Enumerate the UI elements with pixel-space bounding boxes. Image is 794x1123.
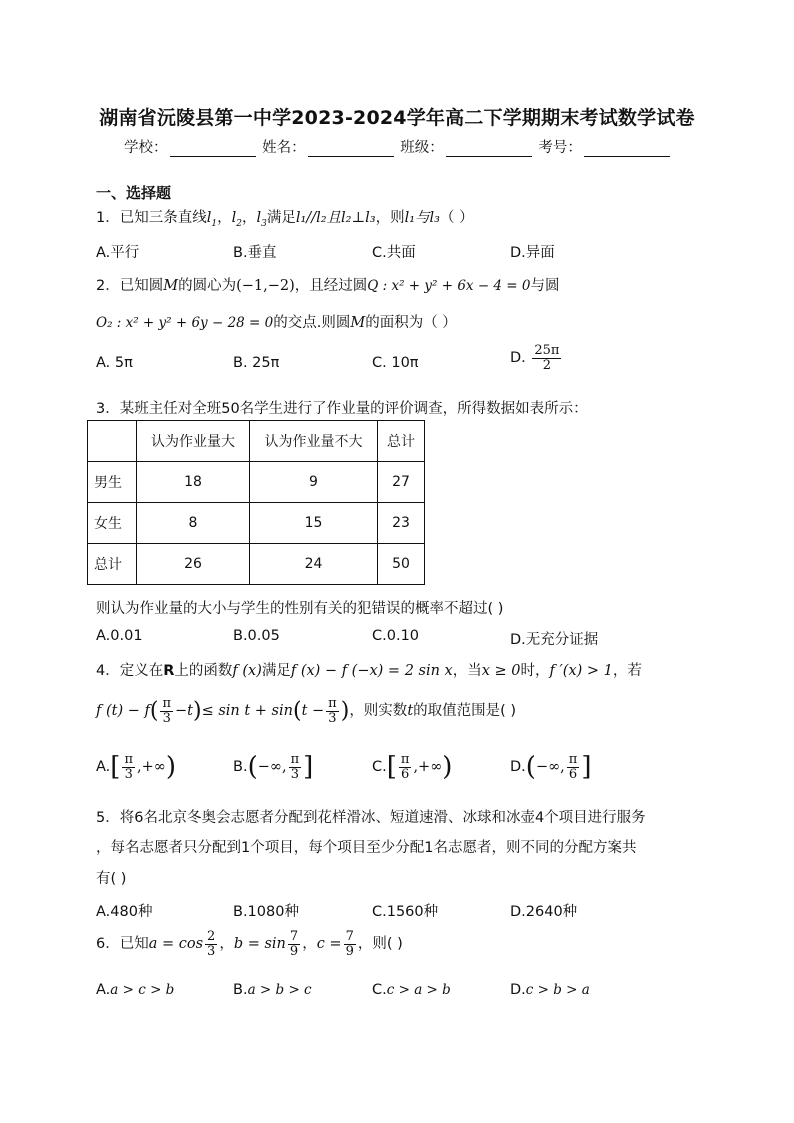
q6-a-expr: a = cos: [148, 936, 204, 953]
q2-stem-d: 与圆: [530, 278, 560, 294]
question-5-line-3: 有( ): [96, 871, 127, 887]
q6-option-b-label: B.: [233, 982, 248, 998]
question-5-line-1: 5．将6名北京冬奥会志愿者分配到花样滑冰、短道速滑、冰球和冰壶4个项目进行服务: [96, 810, 646, 826]
q4-option-a-label: A.: [96, 759, 111, 775]
table-cell: 8: [137, 503, 250, 544]
table-row: [88, 462, 425, 503]
table-cell: 50: [378, 544, 425, 585]
q6-option-b-expr: a > b > c: [247, 982, 312, 998]
q4-ineq-b: −t: [175, 703, 193, 720]
table-cell: 15: [250, 503, 378, 544]
q5-option-c[interactable]: C.1560种: [372, 904, 439, 920]
q4-option-c-tail: ,+∞: [413, 759, 443, 775]
q2-stem-b: 的圆心为: [178, 278, 237, 294]
q5-option-d[interactable]: D.2640种: [510, 904, 578, 920]
q4-option-b-fraction: $\frac{\pi}{3}$: [290, 751, 300, 782]
q4-function: f (x): [232, 663, 262, 679]
school-label: 学校：: [124, 140, 168, 156]
student-info-row: [124, 136, 672, 157]
q4-option-b[interactable]: B.(−∞, $\frac{\pi}{3}$ ]: [233, 751, 314, 782]
exam-number-label: 考号：: [538, 140, 582, 156]
table-row-label: 女生: [88, 503, 137, 544]
q1-l1: $l_1$: [206, 210, 218, 229]
q4-ineq-a: f (t) − f: [96, 703, 150, 720]
table-header-cell: 总计: [378, 421, 425, 462]
q6-tail: ，则( ): [357, 936, 403, 953]
q3-option-a[interactable]: A.0.01: [96, 628, 143, 644]
q1-option-b[interactable]: B.垂直: [233, 245, 277, 261]
table-header-cell: 认为作业量大: [137, 421, 250, 462]
q6-stem: 6．已知: [96, 936, 149, 953]
table-cell: 26: [137, 544, 250, 585]
q1-stem-b: 满足: [266, 210, 296, 226]
q4-option-d[interactable]: D.(−∞, $\frac{\pi}{6}$ ]: [510, 751, 592, 782]
q3-option-b[interactable]: B.0.05: [233, 628, 280, 644]
table-cell: 23: [378, 503, 425, 544]
q4-option-b-label: B.: [233, 759, 248, 775]
q6-option-c-expr: c > a > b: [386, 982, 451, 998]
question-6: [96, 930, 403, 958]
q4-stem-b: 上的函数: [174, 663, 233, 679]
q3-option-c[interactable]: C.0.10: [372, 628, 420, 644]
q4-stem-h: 的取值范围是( ): [413, 703, 517, 720]
table-cell: 9: [250, 462, 378, 503]
q2-option-d-label: D.: [510, 350, 526, 367]
q6-c-fraction: $\frac{7}{9}$: [345, 929, 354, 959]
q1-l2: $l_2$: [231, 210, 242, 229]
q4-option-a-tail: ,+∞: [136, 759, 166, 775]
q2-circle-m-2: M: [350, 315, 366, 331]
q4-real-set: R: [163, 663, 175, 679]
table-cell: 18: [137, 462, 250, 503]
q1-stem-c: ，则: [375, 210, 405, 226]
q1-option-d[interactable]: D.异面: [510, 245, 555, 261]
q2-option-c[interactable]: C. 10π: [372, 355, 419, 371]
q4-equation: f (x) − f (−x) = 2 sin x: [290, 663, 453, 679]
q4-stem-e: 时，: [520, 663, 550, 679]
q4-fraction-2: $\frac{\pi}{3}$: [328, 696, 337, 726]
q4-ineq-c: ≤ sin t + sin: [201, 703, 293, 720]
question-4-line-1: [96, 659, 642, 680]
table-row: [88, 503, 425, 544]
table-cell: [88, 421, 137, 462]
q2-option-d[interactable]: [510, 344, 563, 372]
q4-option-a-fraction: $\frac{\pi}{3}$: [124, 751, 133, 782]
q4-option-c-fraction: $\frac{\pi}{6}$: [400, 751, 410, 782]
question-3-follow: 则认为作业量的大小与学生的性别有关的犯错误的概率不超过( ): [96, 601, 504, 617]
q4-ineq-d: t −: [301, 703, 325, 720]
section-title: 一、选择题: [96, 184, 172, 202]
q3-option-d[interactable]: D.无充分证据: [510, 632, 599, 648]
q2-option-a[interactable]: A. 5π: [96, 355, 133, 371]
q6-a-fraction: $\frac{2}{3}$: [207, 929, 216, 959]
question-2-line-1: [96, 274, 560, 295]
q6-b-fraction: $\frac{7}{9}$: [289, 929, 299, 959]
school-blank[interactable]: [170, 142, 256, 157]
q6-option-a-expr: a > c > b: [110, 982, 175, 998]
q4-option-a[interactable]: A.[ $\frac{\pi}{3}$ ,+∞): [96, 751, 176, 782]
q6-option-d-expr: c > b > a: [525, 982, 590, 998]
q6-option-a-label: A.: [96, 982, 111, 998]
table-cell: 27: [378, 462, 425, 503]
q2-stem: 2．已知圆: [96, 278, 164, 294]
q6-sep-2: ，: [302, 936, 317, 953]
q6-option-a[interactable]: [96, 982, 174, 998]
q6-option-d-label: D.: [510, 982, 526, 998]
q6-sep-1: ，: [219, 936, 234, 953]
q4-var-t: t: [407, 703, 414, 720]
q6-option-c-label: C.: [372, 982, 387, 998]
name-blank[interactable]: [308, 142, 394, 157]
table-row: [88, 544, 425, 585]
q4-stem: 4．定义在: [96, 663, 164, 679]
q6-option-d[interactable]: [510, 982, 590, 998]
q4-stem-g: ，则实数: [349, 703, 408, 720]
q2-option-b[interactable]: B. 25π: [233, 355, 280, 371]
exam-title: 湖南省沅陵县第一中学2023-2024学年高二下学期期末考试数学试卷: [99, 107, 695, 129]
q4-stem-c: 满足: [261, 663, 291, 679]
table-row-label: 总计: [88, 544, 137, 585]
name-label: 姓名：: [262, 140, 306, 156]
q6-c-expr: c =: [316, 936, 342, 953]
q6-b-expr: b = sin: [233, 936, 286, 953]
table-header-row: [88, 421, 425, 462]
q2-circle-q: Q : x² + y² + 6x − 4 = 0: [367, 278, 531, 294]
table-row-label: 男生: [88, 462, 137, 503]
exam-number-blank[interactable]: [584, 142, 670, 157]
survey-table: [87, 420, 425, 585]
question-3: 3．某班主任对全班50名学生进行了作业量的评价调查，所得数据如表所示：: [96, 401, 588, 417]
q4-stem-d: ，当: [452, 663, 482, 679]
q2-stem-e: 的交点.则圆: [273, 315, 351, 331]
q6-option-c[interactable]: [372, 982, 451, 998]
q4-option-d-mid: −∞,: [535, 759, 565, 775]
class-blank[interactable]: [446, 142, 532, 157]
table-cell: 24: [250, 544, 378, 585]
q2-circle-o2: O₂ : x² + y² + 6y − 28 = 0: [96, 315, 274, 331]
q5-option-b[interactable]: B.1080种: [233, 904, 299, 920]
q1-option-a[interactable]: A.平行: [96, 245, 140, 261]
q4-option-d-label: D.: [510, 759, 526, 775]
class-label: 班级：: [400, 140, 444, 156]
q1-paren: （ ）: [439, 210, 474, 226]
q4-stem-f: ，若: [612, 663, 642, 679]
q1-condition: l₁//l₂且l₂⊥l₃: [295, 210, 376, 226]
q2-stem-f: 的面积为（ ）: [365, 315, 457, 331]
table-header-cell: 认为作业量不大: [250, 421, 378, 462]
q4-derivative: f ′(x) > 1: [549, 663, 613, 679]
q4-option-c-label: C.: [372, 759, 387, 775]
q5-option-a[interactable]: A.480种: [96, 904, 153, 920]
q1-option-c[interactable]: C.共面: [372, 245, 416, 261]
q2-center: (−1,−2): [236, 278, 295, 294]
question-1: 1．已知三条直线$l_1$，$l_2$，$l_3$满足l₁//l₂且l₂⊥l₃，则l₁与l₃（ ）: [96, 210, 474, 229]
q6-option-b[interactable]: [233, 982, 312, 998]
q2-circle-m: M: [163, 278, 179, 294]
q2-stem-c: ，且经过圆: [294, 278, 368, 294]
q2-option-d-fraction: $\frac{25\pi}{2}$: [534, 343, 560, 373]
q1-stem: 1．已知三条直线: [96, 210, 207, 226]
q1-l3: $l_3$: [256, 210, 267, 229]
q4-option-b-mid: −∞,: [257, 759, 287, 775]
q4-condition: x ≥ 0: [481, 663, 521, 679]
question-5-line-2: ，每名志愿者只分配到1个项目，每个项目至少分配1名志愿者，则不同的分配方案共: [96, 840, 637, 856]
q4-fraction-1: $\frac{\pi}{3}$: [162, 696, 171, 726]
question-2-line-2: [96, 311, 457, 332]
q4-option-c[interactable]: C.[ $\frac{\pi}{6}$ ,+∞): [372, 751, 453, 782]
q1-relation: l₁与l₃: [404, 210, 440, 226]
question-4-line-2: f (t) − f( $\frac{\pi}{3}$ −t)≤ sin t + sin(t − $\frac{\pi}{3}$ )，则实数t的取值范围是( ): [96, 696, 517, 726]
q4-option-d-fraction: $\frac{\pi}{6}$: [568, 751, 578, 782]
